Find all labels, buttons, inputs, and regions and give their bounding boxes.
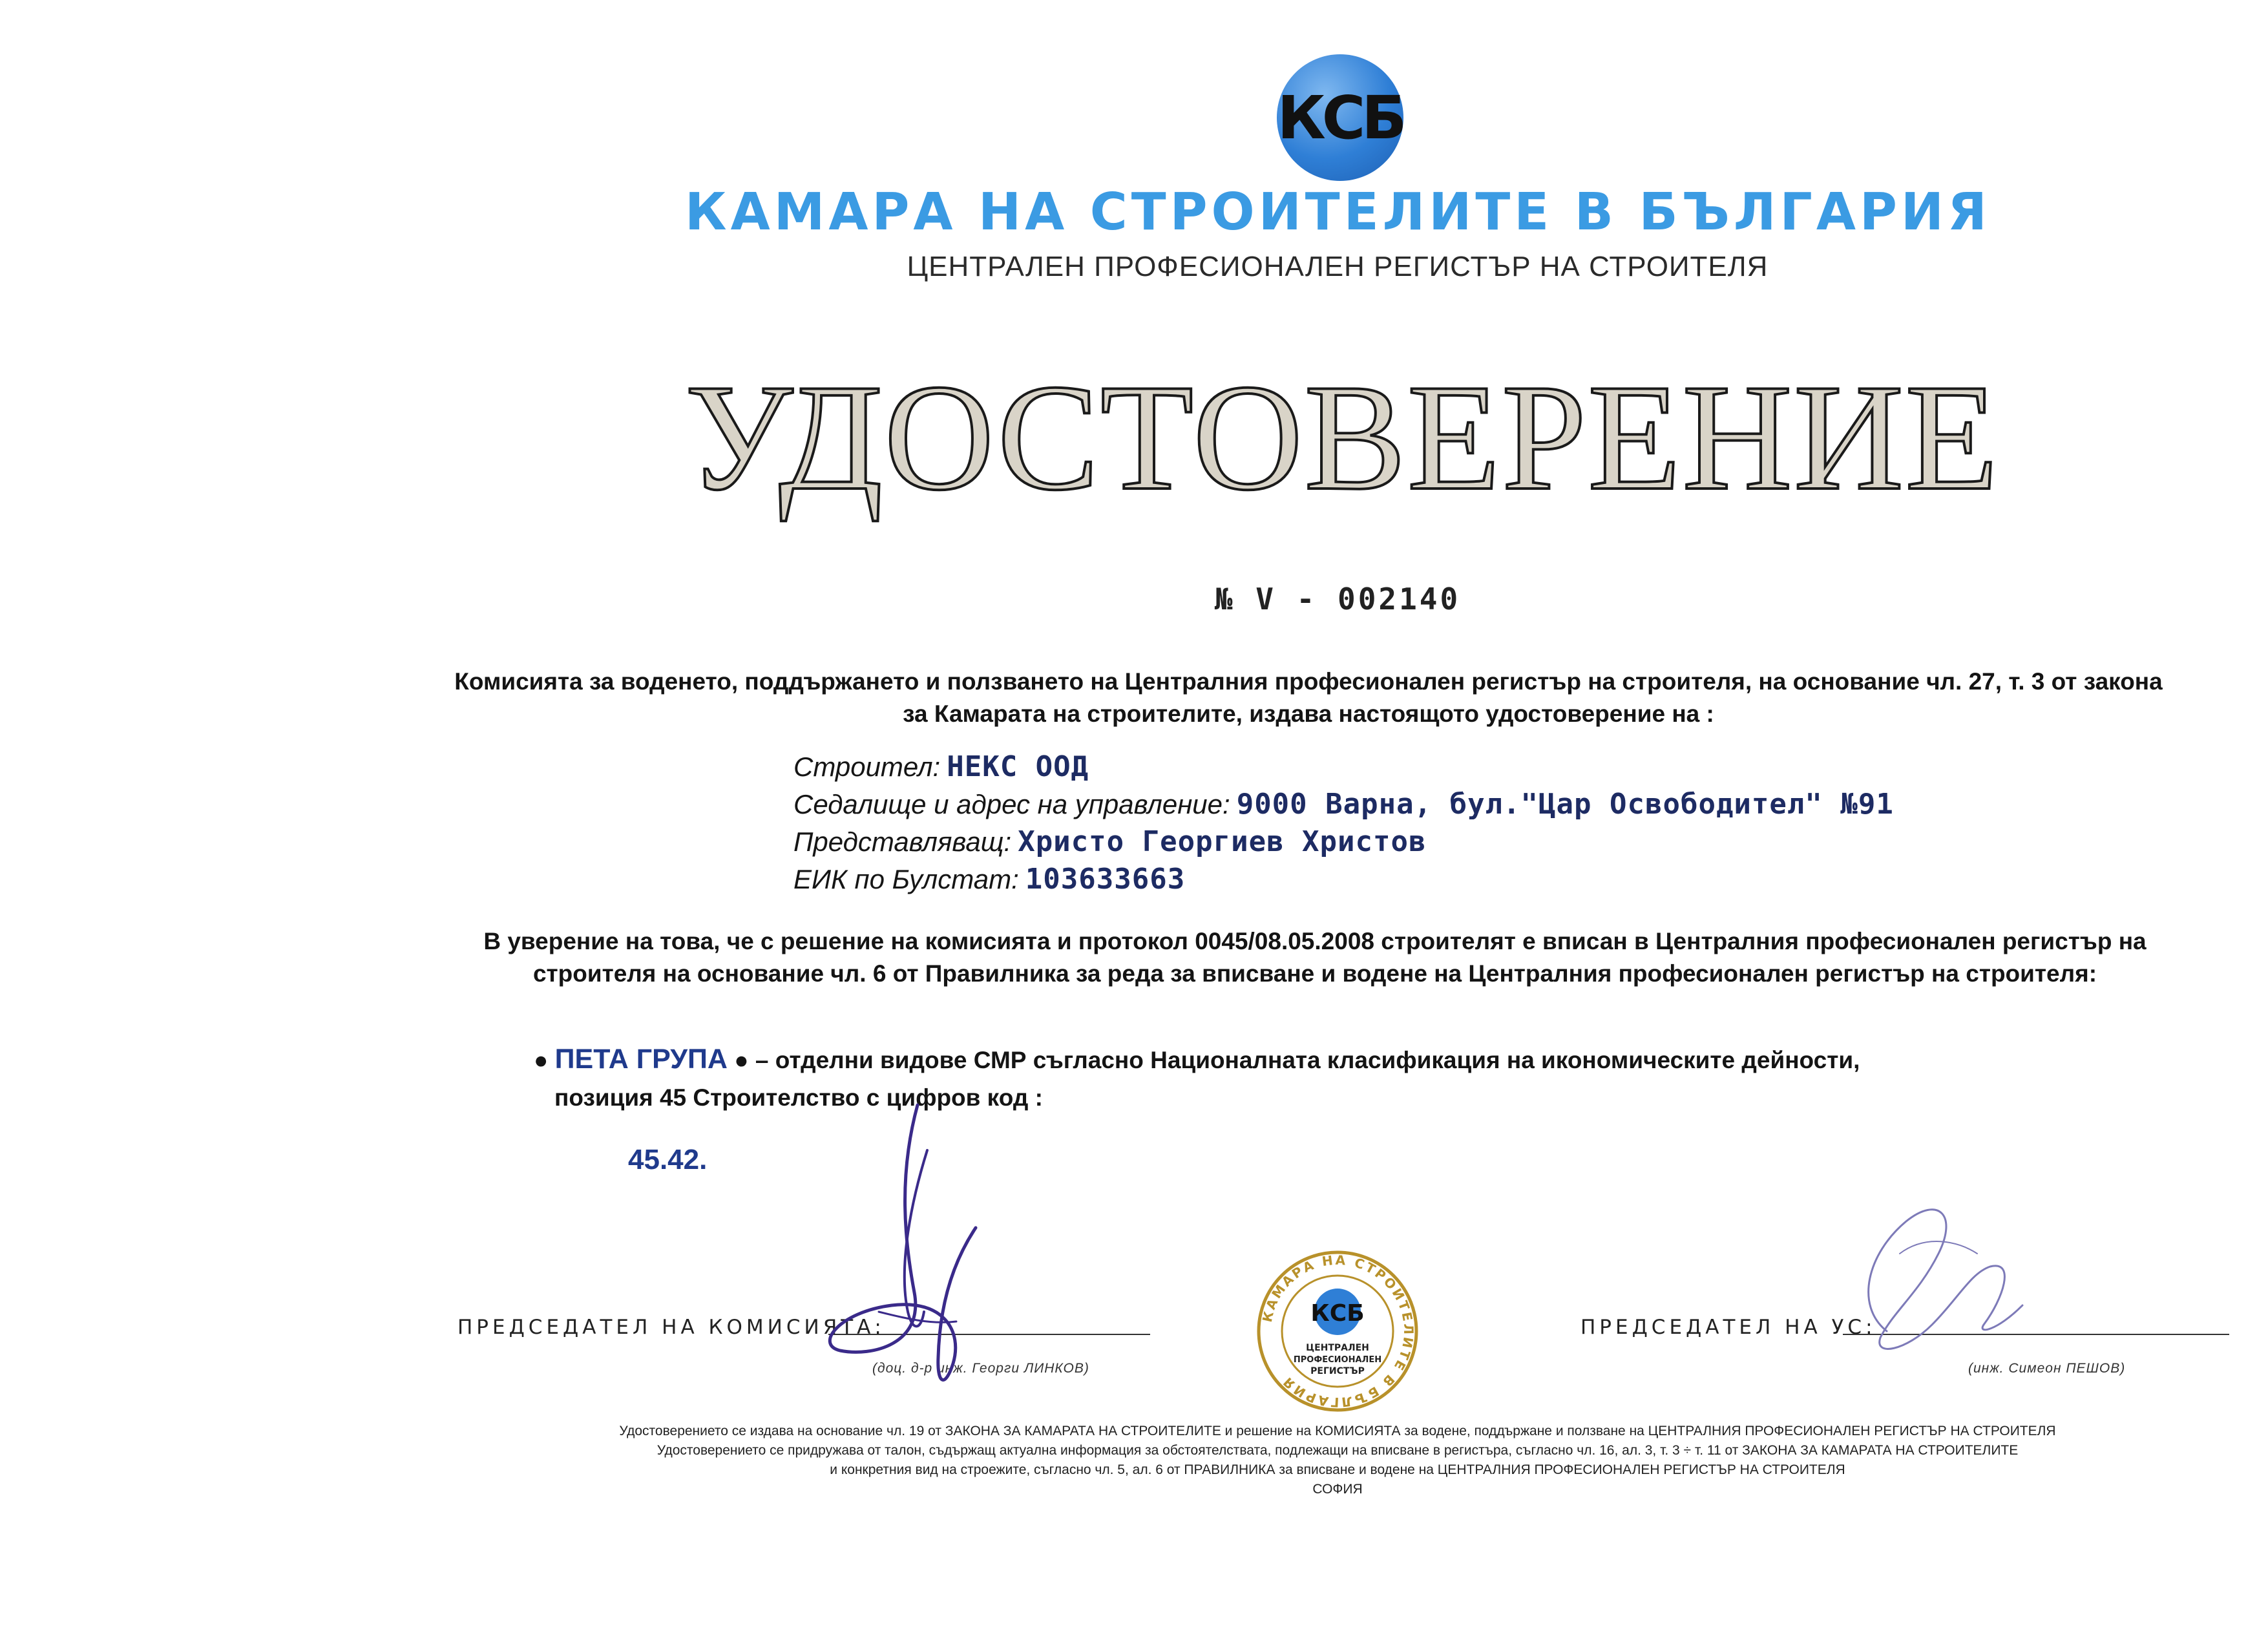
group-block [534,1040,1860,1117]
organization-name: КАМАРА НА СТРОИТЕЛИТЕ В БЪЛГАРИЯ [685,182,1991,242]
certification-line-1: В уверение на това, че с решение на комисията и протокол 0045/08.05.2008 строителят е вписан в Централния професионален регистър на [483,928,2147,954]
activity-code: 45.42. [628,1144,708,1175]
footer-line-2: Удостоверението се придружава от талон, съдържащ актуална информация за обстоятелствата, подлежащи на вписване в регистъра, съгласно чл. 16, ал. 3, т. 3 ÷ т. 11 от ЗАКОНА ЗА КАМАРАТА НА СТРОИТЕЛИТЕ [656,1443,2019,1458]
intro-paragraph [414,666,2203,730]
seal-logo-text: КСБ [1310,1300,1365,1327]
footer-line-3: и конкретния вид на строежите, съгласно чл. 5, ал. 6 от ПРАВИЛНИКА за вписване и водене на ЦЕНТРАЛНИЯ ПРОФЕСИОНАЛЕН РЕГИСТЪР НА СТРОИТЕЛЯ [830,1462,1845,1477]
builder-address-value: 9000 Варна, бул."Цар Освободител" №91 [1236,788,1894,821]
certification-paragraph [414,925,2216,990]
seal-center-line-3: РЕГИСТЪР [1310,1366,1365,1376]
group-description-1: – отделни видове СМР съгласно Националната класификация на икономическите дейности, [755,1047,1860,1073]
builder-representative-label: Представляващ: [793,826,1012,857]
bullet-icon: ● [734,1047,749,1073]
right-signature-label: ПРЕДСЕДАТЕЛ НА УС: [1580,1316,1876,1339]
builder-representative-row [793,823,1894,861]
seal-center-line-1: ЦЕНТРАЛЕН [1306,1343,1369,1353]
group-description-2: позиция 45 Строителство с цифров код : [554,1084,1043,1111]
builder-name-value: НЕКС ООД [947,750,1089,783]
seal-center-line-2: ПРОФЕСИОНАЛЕН [1293,1355,1382,1365]
builder-name-label: Строител: [793,752,941,782]
registry-seal [1254,1247,1422,1415]
organization-logo [1277,54,1403,181]
builder-info [793,748,1894,898]
document-title: УДОСТОВЕРЕНИЕ [685,353,2000,522]
group-line-1 [534,1040,1860,1079]
bullet-icon: ● [534,1047,549,1073]
builder-eik-row [793,861,1894,898]
intro-line-1: Комисията за воденето, поддържането и ползването на Централния професионален регистър на строителя, на основание чл. 27, т. 3 от закона [454,668,2163,695]
builder-address-row [793,786,1894,823]
legal-footer [491,1422,2184,1499]
certification-line-2: строителя на основание чл. 6 от Правилника за реда за вписване и водене на Централния професионален регистър на строителя: [532,960,2097,987]
builder-eik-label: ЕИК по Булстат: [793,864,1019,894]
logo-mark: КСБ [1277,83,1403,153]
builder-address-label: Седалище и адрес на управление: [793,789,1230,819]
group-name: ПЕТА ГРУПА [554,1044,728,1075]
builder-eik-value: 103633663 [1025,863,1186,896]
left-signature-label: ПРЕДСЕДАТЕЛ НА КОМИСИЯТА: [457,1316,885,1339]
builder-name-row [793,748,1894,786]
document-number: № V - 002140 [1214,582,1461,616]
right-signatory-name: (инж. Симеон ПЕШОВ) [1968,1361,2126,1376]
footer-line-1: Удостоверението се издава на основание чл. 19 от ЗАКОНА ЗА КАМАРАТА НА СТРОИТЕЛИТЕ и решение на КОМИСИЯТА за водене, поддържане и ползване на ЦЕНТРАЛНИЯ ПРОФЕСИОНАЛЕН РЕГИСТЪР НА СТРОИТЕЛЯ [619,1424,2056,1438]
builder-representative-value: Христо Георгиев Христов [1018,825,1427,858]
register-name: ЦЕНТРАЛЕН ПРОФЕСИОНАЛЕН РЕГИСТЪР НА СТРОИТЕЛЯ [907,251,1769,282]
intro-line-2: за Камарата на строителите, издава настоящото удостоверение на : [903,700,1714,727]
footer-city: СОФИЯ [1312,1482,1363,1497]
seal-ring-text: КАМАРА НА СТРОИТЕЛИТЕ В БЪЛГАРИЯ [1259,1252,1417,1411]
right-handwritten-signature [1829,1176,2048,1370]
left-handwritten-signature [801,1099,1047,1396]
left-signatory-name: (доц. д-р инж. Георги ЛИНКОВ) [872,1361,1089,1376]
